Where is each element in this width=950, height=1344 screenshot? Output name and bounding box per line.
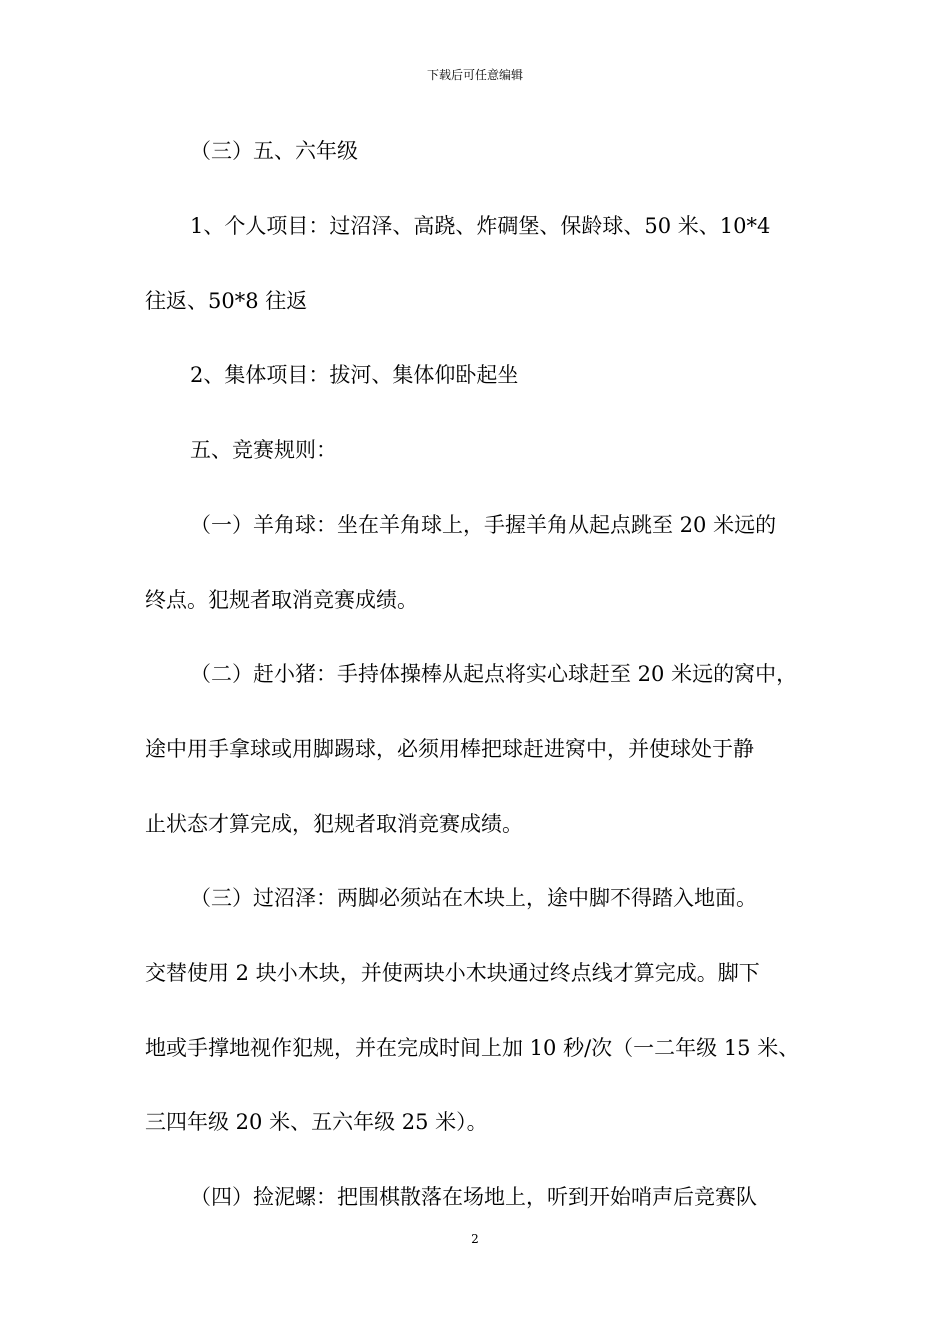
text-line: 2、集体项目：拔河、集体仰卧起坐 xyxy=(190,363,519,387)
text-line: 1、个人项目：过沼泽、高跷、炸碉堡、保龄球、50 米、10*4 xyxy=(190,214,771,238)
text-line: 五、竞赛规则： xyxy=(190,438,337,462)
text-line: （三）过沼泽：两脚必须站在木块上，途中脚不得踏入地面。 xyxy=(190,886,757,910)
text-line: （一）羊角球：坐在羊角球上，手握羊角从起点跳至 20 米远的 xyxy=(190,513,777,537)
text-line: 往返、50*8 往返 xyxy=(145,289,308,313)
text-line: （四）捡泥螺：把围棋散落在场地上，听到开始哨声后竞赛队 xyxy=(190,1185,757,1209)
text-line: （三）五、六年级 xyxy=(190,139,358,163)
text-line: 终点。犯规者取消竞赛成绩。 xyxy=(145,588,418,612)
page-number: 2 xyxy=(471,1232,479,1246)
text-line: （二）赶小猪：手持体操棒从起点将实心球赶至 20 米远的窝中， xyxy=(190,662,798,686)
text-line: 途中用手拿球或用脚踢球，必须用棒把球赶进窝中，并使球处于静 xyxy=(145,737,754,761)
text-line: 地或手撑地视作犯规，并在完成时间上加 10 秒/次（一二年级 15 米、 xyxy=(145,1036,800,1060)
text-line: 止状态才算完成，犯规者取消竞赛成绩。 xyxy=(145,812,523,836)
header-note: 下载后可任意编辑 xyxy=(426,68,523,82)
text-line: 交替使用 2 块小木块，并使两块小木块通过终点线才算完成。脚下 xyxy=(145,961,760,985)
text-line: 三四年级 20 米、五六年级 25 米）。 xyxy=(145,1110,488,1134)
